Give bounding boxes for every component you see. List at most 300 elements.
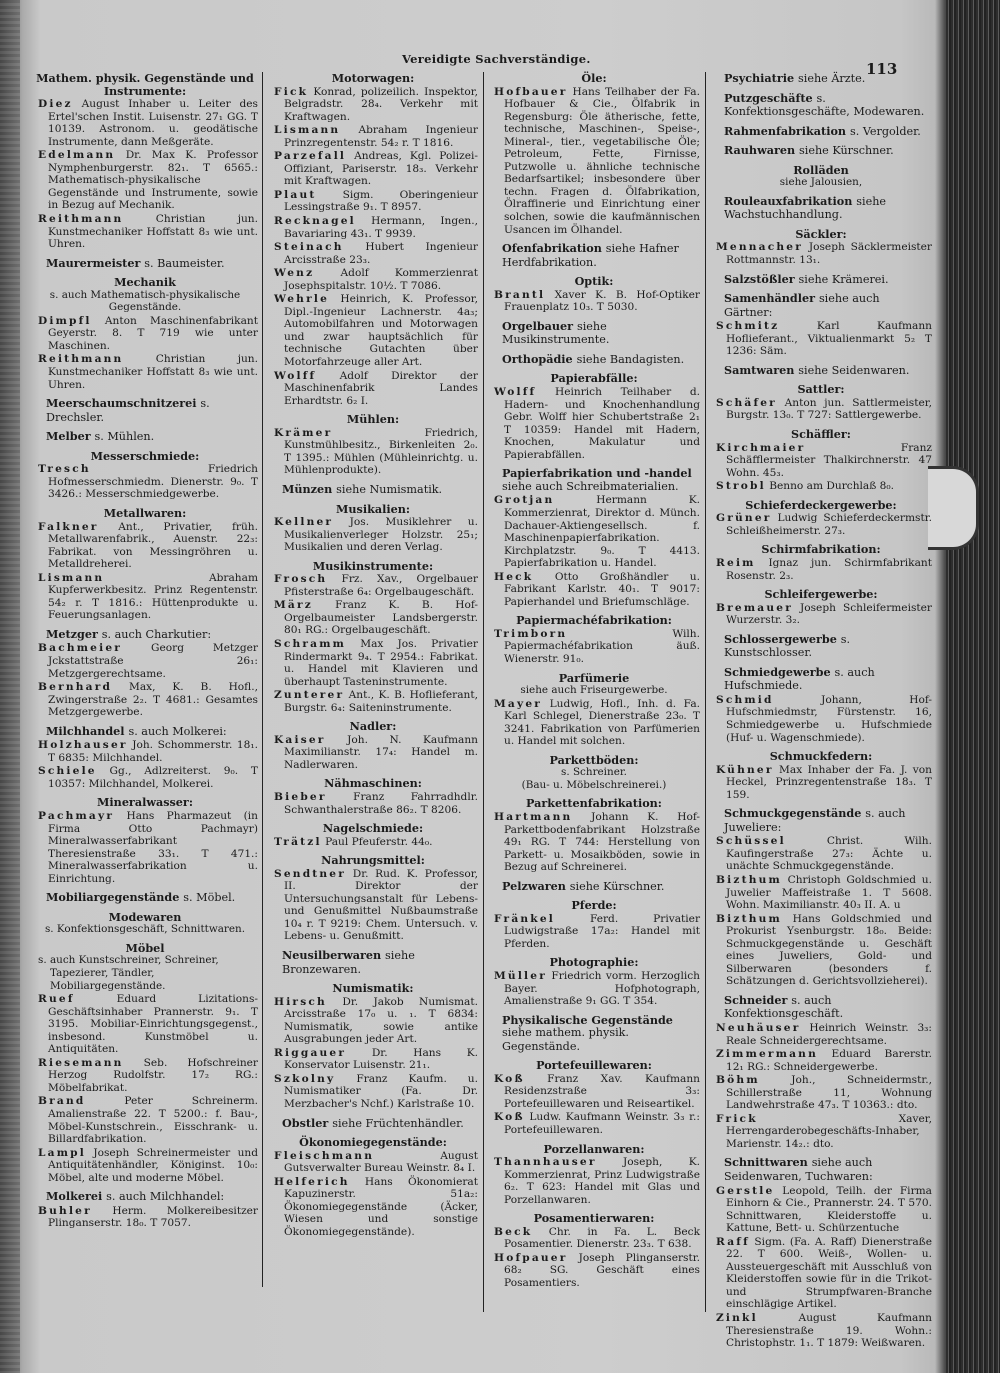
- section-heading: [710, 543, 932, 556]
- entry-details: Sigm. Oberingenieur Lessingstraße 9₁. T 8957.: [284, 188, 478, 214]
- directory-entry: [710, 480, 932, 493]
- entry-details: Ferd. Privatier Ludwigstraße 17a₂: Handel mit Pferden.: [504, 912, 701, 950]
- directory-entry: [488, 1156, 700, 1206]
- section-heading: [710, 1156, 932, 1183]
- section-heading: [488, 754, 700, 767]
- directory-entry: [32, 993, 258, 1056]
- directory-entry: [710, 1185, 932, 1235]
- section-heading: [710, 164, 932, 177]
- section-heading: [710, 125, 932, 139]
- entry-details: Friedrich vorm. Herzoglich Bayer. Hofphotograph, Amalienstraße 9₁ GG. T 354.: [504, 970, 700, 1008]
- directory-section: [268, 483, 478, 497]
- cross-reference: s. Baumeister.: [144, 256, 225, 270]
- directory-section: [710, 499, 932, 538]
- section-note: s. auch Mathematisch-physikalische Gegenstände.: [49, 288, 241, 314]
- directory-entry: [32, 765, 258, 790]
- section-title: Metallwaren:: [103, 505, 187, 520]
- section-heading: [488, 797, 700, 810]
- directory-entry: [488, 1073, 700, 1111]
- directory-entry: [268, 1176, 478, 1239]
- directory-section: [710, 195, 932, 222]
- entry-name: Koß: [494, 1072, 525, 1085]
- section-heading: [32, 628, 258, 642]
- entry-name: Mennacher: [716, 241, 804, 254]
- entry-name: Bremauer: [716, 601, 793, 614]
- section-heading: [488, 72, 700, 85]
- section-heading: [268, 72, 478, 85]
- section-title: Ofenfabrikation: [502, 241, 602, 256]
- entry-details: Eduard Lizitations-Geschäftsinhaber Prannerstr. 9₁. T 3195. Mobiliar-Einrichtungsgegenst., insbesond. Kunstmöbel u. Antiquitäten.: [48, 993, 258, 1056]
- directory-entry: [710, 241, 932, 266]
- directory-section: [488, 754, 700, 792]
- section-note: siehe auch Friseurgewerbe.: [520, 684, 668, 697]
- entry-details: Gg., Adlzreiterst. 9₀. T 10357: Milchhandel, Molkerei.: [48, 765, 258, 790]
- entry-name: Bizthum: [716, 912, 782, 925]
- section-title: Möbel: [125, 940, 165, 955]
- entry-details: Dr. Max K. Professor Nymphenburgerstr. 82₁. T 6565.: Mathematisch-physikalische Gegenstände und Instrumente, sowie in Bezug auf Mechanik.: [48, 149, 258, 212]
- cross-reference: s. Mühlen.: [94, 430, 155, 444]
- entry-name: Plaut: [274, 188, 317, 201]
- entry-details: Christian jun. Kunstmechaniker Hoffstatt 8₃ wie unt. Uhren.: [48, 213, 258, 251]
- thumb-index-tab: [928, 466, 979, 550]
- entry-name: Bernhard: [38, 681, 113, 694]
- section-heading: [32, 450, 258, 463]
- directory-entry: [32, 572, 258, 622]
- entry-name: Schüssel: [716, 835, 786, 848]
- directory-entry: [710, 1048, 932, 1073]
- entry-name: Brantl: [494, 288, 546, 301]
- section-heading: [710, 807, 932, 834]
- entry-name: Pachmayr: [38, 809, 115, 822]
- section-heading: [710, 633, 932, 660]
- cross-reference: siehe Seidenwaren.: [798, 363, 910, 377]
- cross-reference: siehe Kürschner.: [569, 879, 665, 893]
- directory-entry: [268, 150, 478, 188]
- cross-reference: s. Vergolder.: [849, 124, 921, 138]
- entry-name: Lismann: [274, 124, 341, 137]
- section-title: Maurermeister: [46, 255, 141, 270]
- section-title: Rolläden: [793, 162, 849, 177]
- directory-section: [710, 543, 932, 582]
- directory-section: [32, 72, 258, 251]
- section-heading: [488, 1143, 700, 1156]
- entry-details: Franz Xav. Kaufmann Residenzstraße 3₃: Portefeuillewaren und Reiseartikel.: [504, 1072, 700, 1110]
- section-title: Orgelbauer: [502, 318, 574, 333]
- section-title: Mobiliargegenstände: [46, 890, 180, 905]
- directory-section: [710, 994, 932, 1151]
- directory-section: [32, 507, 258, 622]
- directory-section: [32, 942, 258, 1184]
- cross-reference: s. auch Hufschmiede.: [724, 665, 875, 693]
- section-title: Porzellanwaren:: [543, 1141, 645, 1156]
- cross-reference: siehe auch Schreibmaterialien.: [502, 479, 679, 493]
- entry-name: Zimmermann: [716, 1048, 818, 1061]
- entry-details: Christ. Wilh. Kaufingerstraße 27₃: Ächte u. unächte Schmuckgegenstände.: [726, 835, 933, 873]
- directory-section: [268, 777, 478, 816]
- section-heading: [488, 614, 700, 627]
- section-title: Nadler:: [349, 719, 397, 734]
- section-title: Numismatik:: [332, 981, 414, 996]
- entry-details: Heinrich Teilhaber d. Hadern- und Knochenhandlung Gebr. Wolff hier Schubertstraße 2₁ T 10359: Handel mit Hadern, Knochen, Makulatur und Papierabfällen.: [504, 386, 700, 461]
- entry-name: Trimborn: [494, 627, 568, 640]
- directory-entry: [32, 213, 258, 251]
- section-heading: [32, 430, 258, 444]
- entry-name: Böhm: [716, 1074, 760, 1087]
- entry-name: Buhler: [38, 1204, 92, 1217]
- directory-section: [488, 353, 700, 367]
- directory-entry: [710, 397, 932, 422]
- entry-details: Hans Pharmazeut (in Firma Otto Pachmayr) Mineralwasserfabrikant Theresienstraße 33₁. T 471.: Mineralwasserfabrikation u. Einrichtung.: [48, 809, 258, 885]
- section-title: Säckler:: [795, 226, 847, 241]
- cross-reference: s. Möbel.: [183, 891, 236, 905]
- column-3: [488, 72, 700, 1296]
- section-heading: [488, 880, 700, 894]
- section-heading: [488, 320, 700, 347]
- entry-details: Franz Fahrradhdlr. Schwanthalerstraße 86₂. T 8206.: [284, 790, 478, 816]
- entry-details: Joh. Schommerstr. 18₁. T 6835: Milchhandel.: [48, 739, 258, 764]
- directory-entry: [268, 267, 478, 292]
- section-heading: [488, 956, 700, 969]
- section-title: Sattler:: [797, 382, 845, 397]
- cross-reference: siehe Wachstuchhandlung.: [724, 194, 887, 222]
- directory-section: [710, 92, 932, 119]
- section-title: Papiermachéfabrikation:: [516, 613, 672, 628]
- directory-section: [268, 822, 478, 848]
- section-title: Münzen: [282, 481, 333, 496]
- directory-section: [32, 911, 258, 936]
- entry-name: Thannhauser: [494, 1156, 597, 1169]
- section-title: Musikalien:: [336, 501, 410, 516]
- section-title: Schmiedgewerbe: [724, 664, 831, 679]
- entry-details: Benno am Durchlaß 8₀.: [769, 480, 895, 493]
- directory-entry: [32, 681, 258, 719]
- directory-entry: [32, 1057, 258, 1095]
- section-title: Mineralwasser:: [97, 795, 193, 810]
- directory-entry: [268, 836, 478, 849]
- entry-details: Herm. Molkereibesitzer Plinganserstr. 18₀. T 7057.: [48, 1204, 258, 1230]
- cross-reference: siehe mathem. physik. Gegenstände.: [502, 1026, 629, 1053]
- entry-details: Johann, Hof-Hufschmiedmstr, Fürstenstr. 16, Schmiedgewerbe u. Hufschmiede (Huf- u. Wagenschmiede).: [726, 693, 933, 744]
- entry-name: Schmitz: [716, 320, 780, 333]
- directory-section: [488, 797, 700, 873]
- entry-details: Adolf Kommerzienrat Josephspitalstr. 10½. T 7086.: [284, 267, 478, 292]
- section-note: s. auch Kunstschreiner, Schreiner, Tapezierer, Tändler, Mobiliargegenstände.: [38, 954, 219, 992]
- section-title: Schieferdeckergewerbe:: [745, 497, 897, 512]
- directory-section: [268, 560, 478, 715]
- section-heading: [710, 588, 932, 601]
- entry-details: Ignaz jun. Schirmfabrikant Rosenstr. 2₃.: [726, 556, 932, 582]
- entry-details: Max Inhaber der Fa. J. von Heckel, Prinzregentenstraße 18₃. T 159.: [726, 763, 932, 801]
- section-title: Pelzwaren: [502, 878, 566, 893]
- entry-name: Fick: [274, 85, 309, 98]
- entry-name: Wenz: [274, 267, 315, 280]
- directory-entry: [268, 124, 478, 149]
- section-title: Salzstößler: [724, 271, 795, 286]
- section-heading: [268, 1136, 478, 1149]
- directory-section: [710, 228, 932, 267]
- directory-section: [710, 273, 932, 287]
- section-title: Neusilberwaren: [282, 948, 382, 962]
- cross-reference: siehe Bandagisten.: [576, 352, 685, 366]
- section-title: Schmuckgegenstände: [724, 806, 862, 821]
- directory-section: [32, 628, 258, 719]
- section-heading: [268, 822, 478, 835]
- directory-entry: [32, 810, 258, 885]
- directory-section: [32, 891, 258, 905]
- entry-details: Ant., K. B. Hoflieferant, Burgstr. 6₄: Saiteninstrumente.: [284, 689, 478, 714]
- entry-details: Max Jos. Privatier Rindermarkt 9₄. T 2954.: Fabrikat. u. Handel mit Klavieren und überhaupt Tasteninstrumente.: [284, 637, 478, 688]
- directory-entry: [268, 516, 478, 554]
- directory-entry: [710, 512, 932, 537]
- directory-section: [268, 503, 478, 554]
- column-divider: [705, 72, 706, 1312]
- cross-reference: siehe Krämerei.: [798, 272, 889, 286]
- entry-details: Peter Schreinerm. Amalienstraße 22. T 5200.: f. Bau-, Möbel-Kunstschrein., Eisschrank- u. Billardfabrikation.: [48, 1095, 259, 1146]
- entry-name: Neuhäuser: [716, 1022, 801, 1034]
- directory-entry: [488, 1111, 700, 1136]
- directory-entry: [32, 1147, 258, 1185]
- entry-details: Seb. Hofschreiner Herzog Rudolfstr. 17₂ RG.: Möbelfabrikat.: [48, 1056, 258, 1094]
- directory-entry: [488, 970, 700, 1008]
- entry-details: Joseph Säcklermeister Rottmannstr. 13₁.: [726, 241, 933, 267]
- cross-reference: s. Kunstschlosser.: [724, 632, 851, 660]
- section-heading: [488, 1212, 700, 1225]
- section-title: Nahrungsmittel:: [321, 853, 425, 868]
- cross-reference: siehe auch Seidenwaren, Tuchwaren:: [724, 1156, 873, 1184]
- directory-section: [268, 720, 478, 771]
- running-title: Vereidigte Sachverständige.: [402, 52, 591, 66]
- entry-name: Dimpfl: [38, 314, 92, 327]
- entry-details: Abraham Kupferwerkbesitz. Prinz Regentenstr. 54₂ r. T 1816.: Hüttenprodukte u. Feuerungsanlagen.: [48, 571, 258, 622]
- book-page-edges: [946, 0, 1000, 1373]
- directory-entry: [488, 289, 700, 314]
- entry-details: Franz K. B. Hof-Orgelbaumeister Landsbergerstr. 80₁ RG.: Orgelbaugeschäft.: [284, 599, 478, 637]
- cross-reference: siehe Kürschner.: [799, 144, 894, 158]
- entry-details: Heinrich, K. Professor, Dipl.-Ingenieur Lachnerstr. 4a₃; Automobilfahren und Motorwagen und zwar hauptsächlich für technische Gutachten über Motorfahrzeuge aller Art.: [284, 293, 478, 369]
- directory-entry: [32, 521, 258, 571]
- cross-reference: siehe Numismatik.: [336, 482, 443, 496]
- section-heading: [32, 72, 258, 97]
- section-title: Putzgeschäfte: [724, 90, 813, 105]
- entry-name: Fränkel: [494, 912, 555, 925]
- entry-name: Bachmeier: [38, 642, 123, 655]
- section-note: s. Konfektionsgeschäft, Schnittwaren.: [44, 923, 246, 936]
- directory-section: [488, 672, 700, 748]
- section-title: Rauhwaren: [724, 143, 796, 158]
- section-heading: [268, 503, 478, 516]
- directory-section: [710, 750, 932, 801]
- directory-entry: [488, 386, 700, 461]
- entry-details: August Inhaber u. Leiter des Ertel'schen Instit. Luisenstr. 27₁ GG. T 10139. Astronom. u. geodätische Instrumente, dann Meßgeräte.: [48, 98, 258, 148]
- section-heading: [710, 750, 932, 763]
- directory-section: [488, 1014, 700, 1054]
- directory-entry: [268, 427, 478, 477]
- directory-section: [488, 880, 700, 894]
- directory-section: [710, 633, 932, 660]
- section-title: Posamentierwaren:: [533, 1211, 655, 1226]
- entry-details: Konrad, polizeilich. Inspektor, Belgradstr. 28₄. Verkehr mit Kraftwagen.: [284, 85, 478, 123]
- directory-entry: [710, 694, 932, 744]
- directory-entry: [488, 86, 700, 237]
- directory-entry: [488, 1226, 700, 1251]
- column-divider: [483, 72, 484, 1312]
- entry-name: Reithmann: [38, 353, 124, 366]
- entry-name: Schramm: [274, 637, 347, 650]
- section-title: Milchhandel: [46, 723, 125, 738]
- directory-entry: [488, 913, 700, 951]
- cross-reference: siehe auch Gärtner:: [724, 292, 880, 319]
- column-1: [32, 72, 258, 1236]
- entry-name: Schmid: [716, 693, 774, 706]
- directory-entry: [710, 442, 932, 480]
- entry-name: Zinkl: [716, 1312, 758, 1325]
- entry-name: Hartmann: [494, 810, 573, 823]
- entry-details: Karl Kaufmann Hoflieferant., Viktualienmarkt 5₂ T 1236: Säm.: [726, 320, 933, 358]
- entry-name: Strobl: [716, 480, 766, 493]
- entry-name: Kaiser: [274, 733, 326, 746]
- entry-name: Riesemann: [38, 1056, 124, 1069]
- directory-entry: [710, 1022, 932, 1047]
- entry-details: Jos. Musiklehrer u. Musikalienverleger Holzstr. 25₁; Musikalien und deren Verlag.: [284, 516, 478, 554]
- entry-details: Abraham Ingenieur Prinzregentenstr. 54₂ r. T 1816.: [284, 124, 478, 149]
- section-title: Schmuckfedern:: [769, 749, 873, 764]
- section-heading: [710, 292, 932, 319]
- section-heading: [710, 383, 932, 396]
- entry-details: Ludw. Kaufmann Weinstr. 3₃ r.: Portefeuillewaren.: [504, 1111, 700, 1137]
- entry-name: Wehrle: [274, 293, 330, 306]
- section-heading: [488, 672, 700, 685]
- entry-name: Fleischmann: [274, 1149, 375, 1162]
- section-note: (Bau- u. Möbelschreinerei.): [521, 778, 667, 791]
- section-title: Parfümerie: [558, 670, 630, 685]
- directory-entry: [268, 573, 478, 598]
- section-heading: [710, 72, 932, 86]
- directory-entry: [268, 1150, 478, 1175]
- section-heading: [488, 899, 700, 912]
- section-heading: [32, 1190, 258, 1204]
- directory-entry: [268, 1073, 478, 1111]
- section-title: Samenhändler: [724, 291, 816, 306]
- section-title: Schnittwaren: [724, 1155, 808, 1170]
- cross-reference: siehe Bronzewaren.: [282, 949, 415, 976]
- directory-entry: [710, 1312, 932, 1350]
- directory-section: [710, 666, 932, 744]
- section-heading: [32, 891, 258, 905]
- directory-entry: [488, 628, 700, 666]
- section-title: Photographie:: [549, 955, 639, 970]
- directory-section: [32, 276, 258, 391]
- directory-section: [268, 982, 478, 1110]
- section-heading: [32, 507, 258, 520]
- entry-details: Ant., Privatier, früh. Metallwarenfabrik., Auenstr. 22₃: Fabrikat. von Messingröhren u. Metalldreherei.: [48, 520, 258, 571]
- entry-details: Xaver, Herrengarderobegeschäfts-Inhaber, Marienstr. 14₂.: dto.: [726, 1112, 932, 1150]
- directory-section: [268, 854, 478, 943]
- directory-section: [488, 372, 700, 461]
- entry-name: Wolff: [274, 369, 317, 382]
- entry-name: Recknagel: [274, 215, 356, 228]
- section-title: Optik:: [574, 274, 614, 289]
- directory-entry: [710, 1074, 932, 1112]
- section-title: Parkettenfabrikation:: [526, 796, 662, 811]
- cross-reference: s. Drechsler.: [46, 397, 210, 424]
- entry-name: Ruef: [38, 993, 75, 1006]
- entry-details: August Kaufmann Theresienstraße 19. Wohn.: Christophstr. 1₁. T 1879: Weißwaren.: [726, 1312, 933, 1350]
- section-heading: [268, 982, 478, 995]
- section-title: Nähmaschinen:: [324, 776, 422, 791]
- section-title: Meerschaumschnitzerei: [46, 396, 197, 411]
- section-heading: [710, 499, 932, 512]
- section-note: siehe Jalousien,: [779, 176, 863, 189]
- entry-name: Falkner: [38, 520, 99, 533]
- entry-details: Christoph Goldschmied u. Juwelier Maffeistraße 1. T 5608. Wohn. Maximilianstr. 40₃ II. A. u: [726, 873, 932, 912]
- section-heading: [32, 257, 258, 271]
- directory-entry: [268, 86, 478, 124]
- entry-details: Joseph, K. Kommerzienrat, Prinz Ludwigstraße 6₂. T 623: Handel mit Glas und Porzellanwaren.: [504, 1156, 700, 1206]
- entry-name: Koß: [494, 1111, 525, 1124]
- directory-section: [488, 1143, 700, 1207]
- directory-entry: [710, 913, 932, 988]
- entry-name: März: [274, 599, 313, 612]
- cross-reference: s. auch Molkerei:: [128, 724, 227, 738]
- entry-details: Hermann K. Kommerzienrat, Direktor d. Münch. Dachauer-Aktiengesellsch. f. Maschinenpapierfabrikation. Kirchplatzstr. 9₀. T 4413. Papierfabrikation u. Handel.: [504, 494, 700, 570]
- directory-section: [710, 428, 932, 493]
- section-heading: [268, 949, 478, 976]
- cross-reference: siehe Früchtenhändler.: [332, 1116, 464, 1130]
- section-title: Schäffler:: [791, 427, 851, 442]
- section-heading: [710, 994, 932, 1021]
- directory-section: [488, 467, 700, 608]
- entry-details: Anton jun. Sattlermeister, Burgstr. 13₀. T 727: Sattlergewerbe.: [726, 396, 932, 422]
- entry-details: Dr. Jakob Numismat. Arcisstraße 17₀ u. ₁. T 6834: Numismatik, sowie antike Ausgrabungen jeder Art.: [284, 995, 478, 1046]
- cross-reference: siehe Hafner Herdfabrikation.: [502, 242, 679, 269]
- directory-section: [32, 430, 258, 444]
- entry-name: Müller: [494, 970, 547, 982]
- section-title: Portefeuillewaren:: [536, 1058, 652, 1073]
- section-heading: [710, 195, 932, 222]
- section-title: Motorwagen:: [331, 71, 415, 85]
- section-title: Mathem. physik. Gegenstände und Instrumente:: [36, 71, 254, 98]
- entry-details: Hermann, Ingen., Bavariaring 43₁. T 9939.: [284, 215, 478, 240]
- entry-details: Xaver K. B. Hof-Optiker Frauenplatz 10₃. T 5030.: [504, 288, 700, 314]
- section-heading: [32, 725, 258, 739]
- entry-name: Mayer: [494, 697, 543, 710]
- entry-details: Johann K. Hof-Parkettbodenfabrikant Holzstraße 49₁ RG. T 744: Herstellung von Parkett- u. Mosaikböden, sowie in Bezug auf Schreinerei.: [504, 810, 700, 874]
- entry-name: Lismann: [38, 571, 105, 584]
- directory-section: [32, 796, 258, 885]
- section-heading: [488, 353, 700, 367]
- section-title: Ökonomiegegenstände:: [299, 1135, 447, 1150]
- directory-entry: [268, 734, 478, 772]
- entry-details: Joseph Plinganserstr. 68₂ SG. Geschäft eines Posamentiers.: [504, 1251, 700, 1290]
- entry-details: Georg Metzger Jckstattstraße 26₁: Metzgergerechtsame.: [48, 642, 258, 680]
- entry-name: Schiele: [38, 765, 97, 778]
- entry-name: Kirchmaier: [716, 441, 806, 454]
- entry-name: Wolff: [494, 386, 537, 399]
- directory-entry: [268, 215, 478, 240]
- entry-name: Hofbauer: [494, 85, 568, 98]
- entry-name: Szkolny: [274, 1072, 336, 1085]
- section-heading: [710, 666, 932, 693]
- section-title: Papierabfälle:: [550, 371, 638, 386]
- cross-reference: s. auch Milchhandel:: [106, 1190, 225, 1204]
- section-heading: [710, 144, 932, 158]
- directory-entry: [710, 1113, 932, 1151]
- cross-reference: s. Konfektionsgeschäfte, Modewaren.: [724, 91, 925, 119]
- section-heading: [268, 413, 478, 426]
- directory-entry: [488, 571, 700, 609]
- entry-name: Bizthum: [716, 873, 782, 886]
- section-title: Rahmenfabrikation: [724, 123, 847, 138]
